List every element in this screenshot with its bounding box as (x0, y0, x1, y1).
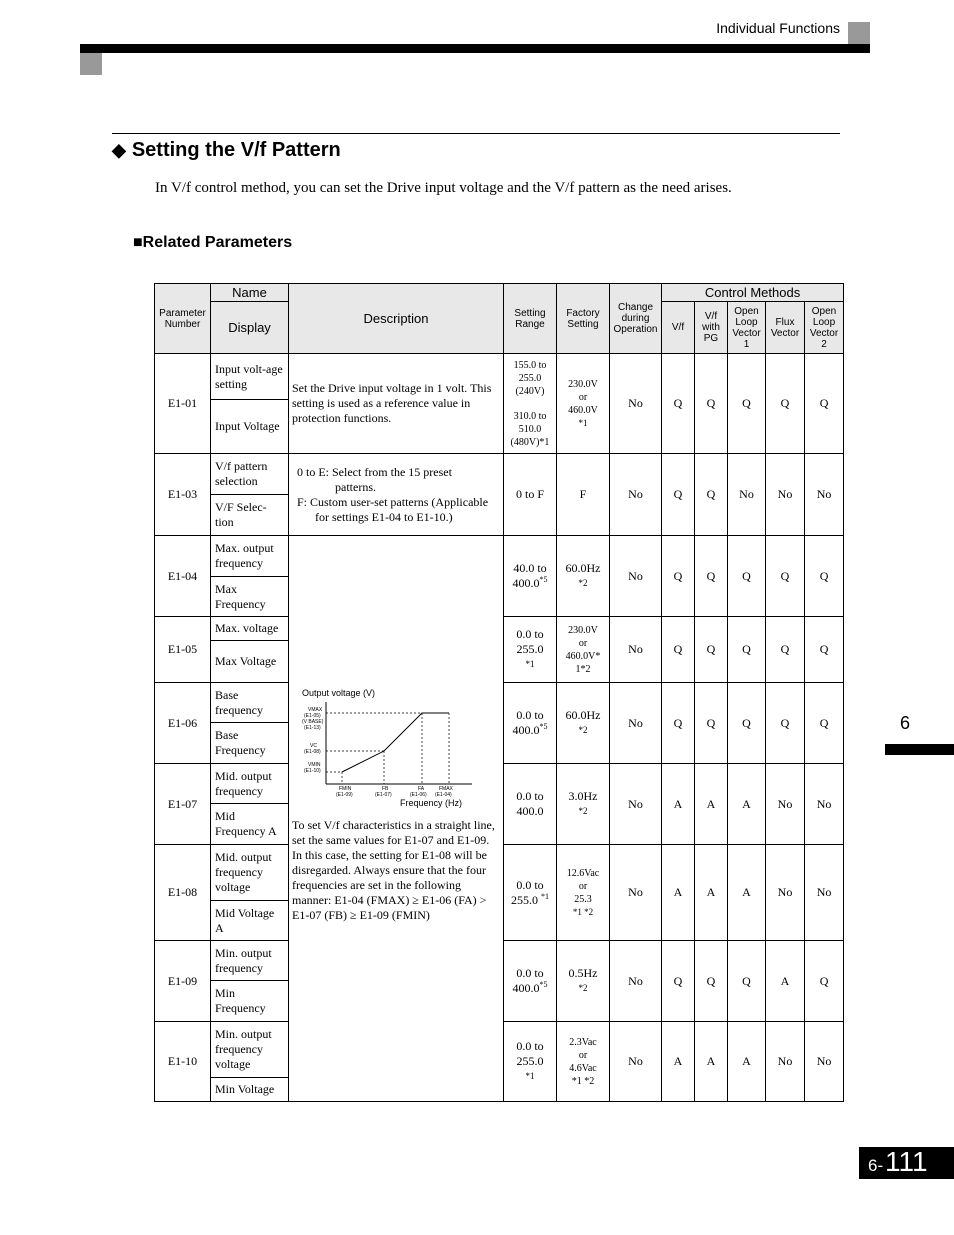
vf-pattern-graph (292, 684, 492, 808)
method-vf-pg: Q (695, 536, 728, 617)
setting-range-value: 0.0 to 400.0 (512, 966, 544, 995)
desc-line: F: Custom user-set patterns (Applicable (297, 494, 489, 509)
method-vf-pg: A (695, 845, 728, 941)
setting-range (504, 1022, 557, 1102)
method-olv1: Q (728, 536, 766, 617)
param-description: Set the Drive input voltage in 1 volt. This setting is used as a reference value in protection functions. (289, 354, 504, 454)
graph-y-title: Output voltage (V) (302, 688, 376, 698)
method-olv2: Q (805, 536, 844, 617)
diamond-icon: ◆ (112, 140, 126, 160)
factory-setting (557, 683, 610, 764)
param-display: Min Frequency (211, 981, 289, 1022)
method-olv2: No (805, 1022, 844, 1102)
param-number: E1-04 (155, 536, 211, 617)
param-display: Input Voltage (211, 400, 289, 454)
param-display: Max Frequency (211, 577, 289, 617)
factory-setting-value: 60.0Hz (565, 708, 601, 722)
factory-setting: F (557, 454, 610, 536)
open-loop-vector-1-header: Open Loop Vector 1 (728, 302, 766, 354)
related-parameters-table (154, 283, 844, 1102)
param-name: Max. output frequency (211, 536, 289, 577)
fa-param: (E1-06) (410, 792, 427, 798)
param-display: Mid Frequency A (211, 804, 289, 845)
method-flux: Q (766, 617, 805, 683)
vmax-param-2: (E1-13) (304, 725, 321, 731)
method-olv1: Q (728, 354, 766, 454)
flux-vector-header: Flux Vector (766, 302, 805, 354)
method-flux: No (766, 1022, 805, 1102)
factory-setting-d: 1*2 (575, 663, 591, 675)
name-header: Name (211, 284, 289, 302)
setting-range-header: Setting Range (504, 284, 557, 354)
change-during-operation: No (610, 617, 662, 683)
param-number: E1-08 (155, 845, 211, 941)
param-name: Min. output frequency (211, 941, 289, 981)
chapter-tab-marker (885, 744, 954, 755)
setting-range-note: *5 (539, 980, 548, 989)
page-number-prefix: 6- (868, 1156, 884, 1175)
fb-label: FB (382, 786, 389, 792)
change-during-operation: No (610, 845, 662, 941)
vf-header: V/f (662, 302, 695, 354)
param-number: E1-03 (155, 454, 211, 536)
setting-range-value: 0.0 to 255.0 (511, 877, 544, 907)
page-title-text: Setting the V/f Pattern (131, 139, 341, 161)
param-number: E1-01 (155, 354, 211, 454)
setting-range-note: *1 (525, 659, 535, 669)
method-vf-pg: Q (695, 617, 728, 683)
fmin-param: (E1-09) (336, 792, 353, 798)
factory-setting-value: 60.0Hz (565, 561, 601, 575)
method-olv2: No (805, 764, 844, 845)
method-olv1: A (728, 845, 766, 941)
setting-range (504, 941, 557, 1022)
setting-range-value: 0.0 to 400.0 (512, 708, 544, 737)
vmax-label: VMAX (308, 707, 323, 713)
factory-setting (557, 1022, 610, 1102)
factory-setting-b: or (578, 637, 588, 649)
param-number: E1-07 (155, 764, 211, 845)
method-flux: No (766, 454, 805, 536)
method-vf-pg: Q (695, 454, 728, 536)
factory-setting-c: 4.6Vac (569, 1062, 597, 1074)
setting-range: 0 to F (504, 454, 557, 536)
intro-paragraph: In V/f control method, you can set the Drive input voltage and the V/f pattern as the need arises. (155, 180, 732, 196)
param-name: V/f pattern selection (211, 454, 289, 495)
square-bullet-icon: ■ (133, 234, 143, 251)
title-rule (112, 133, 840, 134)
shared-description-text: To set V/f characteristics in a straight line, set the same values for E1-07 and E1-09. In this case, the setting for E1-08 will be disregarded. Always ensure that the four frequencies are set in the following manner: E1-04 (FMAX) ≥ E1-06 (FA) > E1-07 (FB) ≥ E1-09 (FMIN) (292, 818, 495, 922)
method-flux: No (766, 764, 805, 845)
factory-setting-note: *1 *2 (572, 906, 594, 917)
param-display: V/F Selec-tion (211, 495, 289, 536)
setting-range-b: 310.0 to 510.0 (480V)*1 (510, 410, 550, 448)
factory-setting-note: *1 *2 (571, 1075, 595, 1087)
method-olv2: Q (805, 941, 844, 1022)
method-vf: A (662, 1022, 695, 1102)
param-display: Max Voltage (211, 641, 289, 683)
method-vf: A (662, 764, 695, 845)
method-vf: Q (662, 354, 695, 454)
method-flux: No (766, 845, 805, 941)
setting-range (504, 536, 557, 617)
setting-range-note: *5 (539, 575, 548, 584)
param-display: Mid Voltage A (211, 901, 289, 941)
change-during-operation: No (610, 1022, 662, 1102)
method-olv1: Q (728, 617, 766, 683)
control-methods-header: Control Methods (662, 284, 844, 302)
param-number: E1-10 (155, 1022, 211, 1102)
section-header: Individual Functions (716, 20, 840, 36)
open-loop-vector-2-header: Open Loop Vector 2 (805, 302, 844, 354)
factory-setting-value: 0.5Hz (568, 966, 598, 980)
method-olv2: Q (805, 683, 844, 764)
param-number-header: Parameter Number (155, 284, 211, 354)
vf-curve (342, 713, 449, 772)
method-olv1: A (728, 764, 766, 845)
param-name: Mid. output frequency (211, 764, 289, 804)
method-vf-pg: A (695, 764, 728, 845)
page-number-box (859, 1147, 954, 1179)
page-number: 111 (885, 1146, 928, 1177)
setting-range: 0.0 to 400.0 (504, 764, 557, 845)
fb-param: (E1-07) (375, 792, 392, 798)
method-vf: Q (662, 683, 695, 764)
vc-label: VC (310, 743, 317, 749)
setting-range (504, 617, 557, 683)
subheading-text: Related Parameters (142, 234, 293, 251)
description-header: Description (289, 284, 504, 354)
change-during-operation-header: Change during Operation (610, 284, 662, 354)
method-olv1: Q (728, 941, 766, 1022)
method-vf: Q (662, 536, 695, 617)
param-name: Min. output frequency voltage (211, 1022, 289, 1078)
factory-setting (557, 617, 610, 683)
shared-description (289, 536, 504, 1102)
method-vf-pg: Q (695, 354, 728, 454)
param-name: Input volt-age setting (211, 354, 289, 400)
method-vf-pg: A (695, 1022, 728, 1102)
vmax-vbase: (V BASE) (302, 719, 324, 725)
param-name: Base frequency (211, 683, 289, 723)
fmax-param: (E1-04) (435, 792, 452, 798)
factory-setting-b: or (578, 391, 588, 403)
param-description (289, 454, 504, 536)
method-flux: Q (766, 683, 805, 764)
header-square (848, 22, 870, 44)
setting-range (504, 354, 557, 454)
desc-line: 0 to E: Select from the 15 preset (297, 464, 452, 479)
factory-setting-note: *1 (578, 417, 588, 428)
method-vf: Q (662, 617, 695, 683)
margin-square (80, 53, 102, 75)
setting-range-note: *1 (525, 1071, 535, 1081)
factory-setting-note: *2 (578, 806, 588, 816)
param-number: E1-09 (155, 941, 211, 1022)
factory-setting (557, 941, 610, 1022)
factory-setting-b: or (578, 880, 588, 892)
param-name: Mid. output frequency voltage (211, 845, 289, 901)
factory-setting-a: 12.6Vac (566, 867, 600, 879)
factory-setting-note: *2 (578, 983, 588, 993)
setting-range-note: *5 (539, 722, 548, 731)
factory-setting-header: Factory Setting (557, 284, 610, 354)
desc-line: for settings E1-04 to E1-10.) (315, 509, 453, 524)
vc-param: (E1-08) (304, 749, 321, 755)
factory-setting (557, 354, 610, 454)
page-title (112, 139, 341, 162)
change-during-operation: No (610, 354, 662, 454)
setting-range-value: 0.0 to 255.0 (516, 1039, 544, 1068)
factory-setting-b: or (578, 1049, 588, 1061)
chapter-tab-number: 6 (900, 713, 911, 733)
setting-range (504, 845, 557, 941)
fa-label: FA (418, 786, 425, 792)
factory-setting (557, 536, 610, 617)
change-during-operation: No (610, 454, 662, 536)
display-header: Display (211, 302, 289, 354)
param-display: Base Frequency (211, 723, 289, 764)
setting-range-a: 155.0 to 255.0 (240V) (513, 359, 547, 397)
change-during-operation: No (610, 683, 662, 764)
method-flux: A (766, 941, 805, 1022)
factory-setting-note: *2 (578, 725, 588, 735)
factory-setting (557, 845, 610, 941)
fmax-label: FMAX (439, 786, 453, 792)
method-olv2: Q (805, 617, 844, 683)
method-olv1: Q (728, 683, 766, 764)
param-number: E1-06 (155, 683, 211, 764)
factory-setting-a: 230.0V (568, 624, 598, 636)
param-display: Min Voltage (211, 1078, 289, 1102)
setting-range-note: *1 (541, 891, 549, 901)
factory-setting (557, 764, 610, 845)
desc-line: patterns. (335, 479, 376, 494)
vmin-label: VMIN (308, 762, 321, 768)
method-vf: Q (662, 454, 695, 536)
setting-range-value: 0.0 to 255.0 (516, 627, 544, 656)
setting-range (504, 683, 557, 764)
method-flux: Q (766, 536, 805, 617)
change-during-operation: No (610, 941, 662, 1022)
factory-setting-c: 460.0V* (565, 650, 601, 662)
graph-x-title: Frequency (Hz) (400, 798, 463, 808)
param-name: Max. voltage (211, 617, 289, 641)
vmin-param: (E1-10) (304, 768, 321, 774)
subheading (133, 234, 292, 252)
fmin-label: FMIN (339, 786, 352, 792)
method-olv2: Q (805, 354, 844, 454)
method-olv1: A (728, 1022, 766, 1102)
factory-setting-a: 2.3Vac (569, 1036, 597, 1048)
method-flux: Q (766, 354, 805, 454)
change-during-operation: No (610, 536, 662, 617)
factory-setting-a: 230.0V (568, 378, 598, 390)
method-olv1: No (728, 454, 766, 536)
method-olv2: No (805, 845, 844, 941)
method-olv2: No (805, 454, 844, 536)
change-during-operation: No (610, 764, 662, 845)
method-vf-pg: Q (695, 683, 728, 764)
method-vf: Q (662, 941, 695, 1022)
factory-setting-value: 3.0Hz (568, 789, 598, 803)
factory-setting-note: *2 (578, 578, 588, 588)
vmax-param: (E1-05) (304, 713, 321, 719)
factory-setting-c: 25.3 (574, 893, 592, 905)
method-vf: A (662, 845, 695, 941)
method-vf-pg: Q (695, 941, 728, 1022)
header-rule (80, 44, 870, 53)
param-number: E1-05 (155, 617, 211, 683)
setting-range-value: 40.0 to 400.0 (512, 561, 547, 590)
vf-with-pg-header: V/f with PG (695, 302, 728, 354)
factory-setting-c: 460.0V (568, 404, 598, 416)
